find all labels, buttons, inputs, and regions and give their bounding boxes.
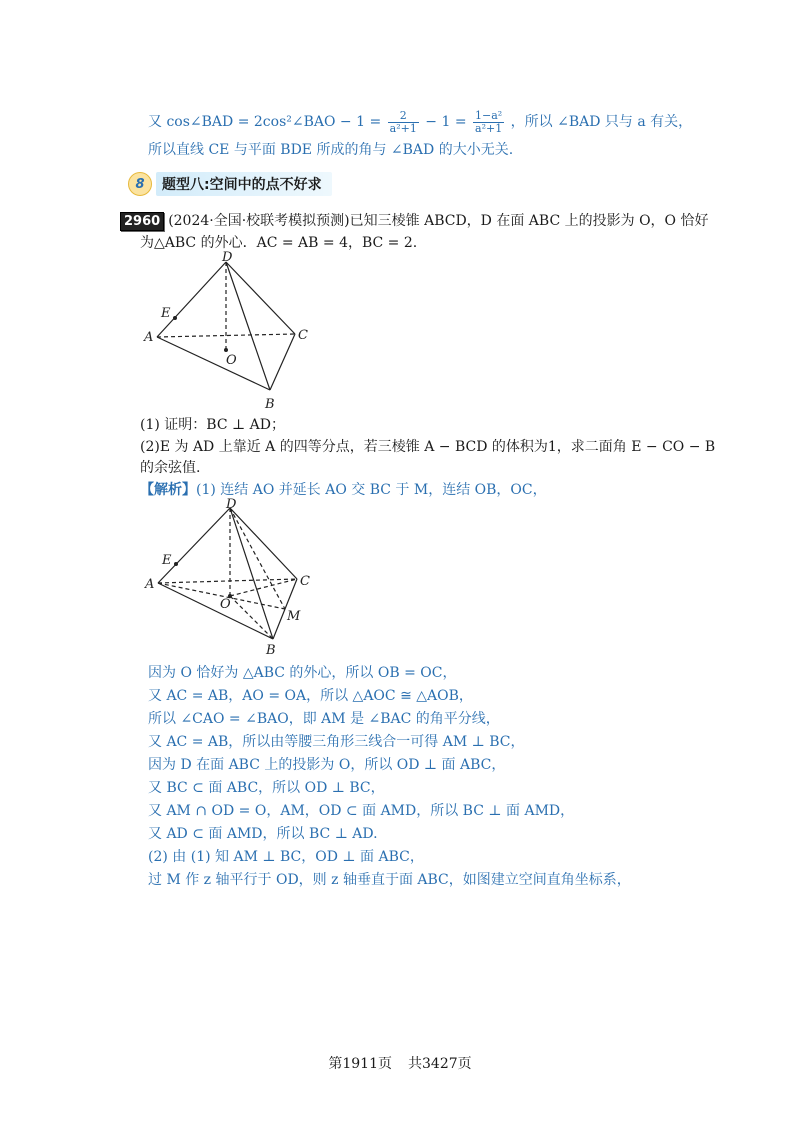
label-C: C <box>298 328 308 343</box>
formula-line <box>148 108 692 136</box>
solution-line: 又 BC ⊂ 面 ABC，所以 OD ⊥ BC， <box>148 780 385 796</box>
problem-line-1: 2960 (2024·全国·校联考模拟预测)已知三棱锥 ABCD，D 在面 ABC 上的投影为 O，O 恰好 <box>120 212 709 231</box>
section-number-badge: 8 <box>128 172 152 196</box>
page-total: 共3427页 <box>408 1056 472 1072</box>
question-2-line-1: (2)E 为 AD 上靠近 A 的四等分点，若三棱锥 A − BCD 的体积为1，求二面角 E − CO − B <box>140 439 716 455</box>
solution-line: 又 AC = AB，AO = OA，所以 △AOC ≅ △AOB， <box>148 688 473 704</box>
formula-suffix: ，所以 ∠BAD 只与 a 有关， <box>510 114 693 130</box>
label-B: B <box>265 397 275 412</box>
solution-tag: 【解析】 <box>140 482 196 498</box>
question-1: (1) 证明：BC ⊥ AD； <box>140 417 285 433</box>
page-number: 第1911页 <box>328 1056 392 1072</box>
page-footer <box>0 1053 800 1073</box>
formula-prefix: 又 cos∠BAD = 2cos²∠BAO − 1 = <box>148 114 382 130</box>
label-O: O <box>220 597 231 612</box>
question-2-line-2: 的余弦值. <box>140 460 201 476</box>
section-title: 题型八:空间中的点不好求 <box>156 172 332 196</box>
solution-line: 过 M 作 z 轴平行于 OD，则 z 轴垂直于面 ABC，如图建立空间直角坐标系， <box>148 872 631 888</box>
solution-line: 又 AM ∩ OD = O，AM，OD ⊂ 面 AMD，所以 BC ⊥ 面 AMD， <box>148 803 575 819</box>
problem-line-2: 为△ABC 的外心．AC = AB = 4，BC = 2. <box>140 235 418 251</box>
label-E: E <box>161 306 171 321</box>
formula-mid: − 1 = <box>425 114 467 130</box>
solution-line: (2) 由 (1) 知 AM ⊥ BC，OD ⊥ 面 ABC， <box>148 849 424 865</box>
label-C: C <box>300 574 310 589</box>
label-D: D <box>222 250 233 265</box>
tetrahedron-figure-1 <box>140 250 340 415</box>
problem-number: 2960 <box>120 212 164 231</box>
solution-line: 又 AD ⊂ 面 AMD，所以 BC ⊥ AD. <box>148 826 378 842</box>
solution-line: 又 AC = AB，所以由等腰三角形三线合一可得 AM ⊥ BC， <box>148 734 525 750</box>
solution-line: 因为 O 恰好为 △ABC 的外心，所以 OB = OC， <box>148 665 457 681</box>
fraction-1: $\frac{2}{\text{a²+1}}$ <box>389 108 417 135</box>
fraction-2: $\frac{\text{1−a²}}{\text{a²+1}}$ <box>475 108 503 135</box>
label-A: A <box>144 330 154 345</box>
label-O: O <box>226 353 237 368</box>
section-header <box>128 172 332 196</box>
solution-line: 因为 D 在面 ABC 上的投影为 O，所以 OD ⊥ 面 ABC， <box>148 757 506 773</box>
solution-line: 所以 ∠CAO = ∠BAO，即 AM 是 ∠BAC 的角平分线， <box>148 711 500 727</box>
label-A: A <box>145 577 155 592</box>
label-D: D <box>226 497 237 512</box>
conclusion-line: 所以直线 CE 与平面 BDE 所成的角与 ∠BAD 的大小无关. <box>148 142 514 158</box>
solution-intro: 【解析】(1) 连结 AO 并延长 AO 交 BC 于 M，连结 OB，OC， <box>140 482 547 498</box>
label-E: E <box>162 553 172 568</box>
tetrahedron-figure-2 <box>140 496 340 656</box>
label-M: M <box>287 609 301 624</box>
label-B: B <box>266 643 276 656</box>
